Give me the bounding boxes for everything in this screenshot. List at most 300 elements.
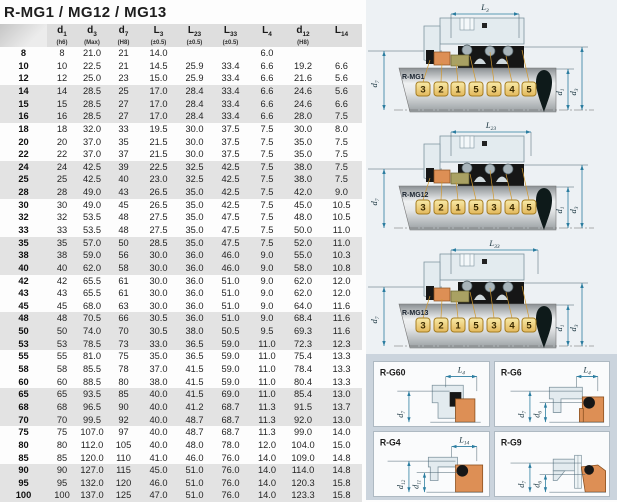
- dim-label-d7: $d_7$: [516, 410, 528, 418]
- value-cell: 7.5: [260, 224, 274, 235]
- svg-text:1: 1: [455, 320, 461, 332]
- value-cell: 123.3: [291, 490, 315, 501]
- dim-label-d1: $d_1$: [554, 206, 566, 214]
- value-cell: 36.0: [185, 288, 204, 299]
- value-cell: 58: [56, 364, 68, 375]
- value-cell: 61: [118, 275, 129, 286]
- dim-label-l4: $L_4$: [457, 365, 465, 377]
- value-cell: 21.5: [149, 149, 168, 160]
- component-badge: [469, 318, 483, 332]
- svg-text:3: 3: [491, 84, 497, 96]
- size-cell: 28: [18, 187, 29, 198]
- seat-detail-cards: [366, 354, 617, 500]
- value-cell: 137.0: [80, 490, 104, 501]
- value-cell: 22.5: [149, 161, 168, 172]
- value-cell: 50: [118, 237, 129, 248]
- value-cell: 14.0: [149, 48, 168, 59]
- size-cell: 35: [18, 237, 29, 248]
- value-cell: 46.0: [149, 477, 168, 488]
- value-cell: 50.5: [221, 326, 240, 337]
- diagram-r-mg12: [366, 118, 617, 236]
- value-cell: 8.0: [335, 123, 348, 134]
- value-cell: 99.5: [82, 414, 102, 425]
- value-cell: 7.5: [260, 161, 274, 172]
- value-cell: 35: [118, 136, 129, 147]
- value-cell: 40.0: [149, 414, 168, 425]
- large-diagrams: [366, 0, 617, 354]
- table-row: [0, 262, 362, 275]
- value-cell: 88.5: [82, 376, 102, 387]
- value-cell: 28.5: [82, 85, 102, 96]
- value-cell: 13.3: [332, 376, 351, 387]
- value-cell: 75: [56, 427, 68, 438]
- value-cell: 47.5: [221, 237, 240, 248]
- value-cell: 85: [118, 389, 129, 400]
- value-cell: 125: [115, 490, 132, 501]
- seat-drawing: [397, 385, 480, 422]
- value-cell: 69.3: [293, 326, 313, 337]
- seal-drawing: [368, 136, 594, 230]
- table-row: [0, 72, 362, 85]
- value-cell: 15.0: [149, 73, 168, 84]
- svg-text:1: 1: [455, 202, 461, 214]
- value-cell: 76.0: [221, 490, 240, 501]
- value-cell: 11.6: [332, 313, 351, 324]
- size-cell: 85: [18, 452, 29, 463]
- value-cell: 75: [118, 351, 129, 362]
- value-cell: 26.5: [149, 199, 168, 210]
- size-cell: 60: [18, 376, 29, 387]
- value-cell: 39: [118, 161, 129, 172]
- value-cell: 30.0: [185, 123, 204, 134]
- svg-text:4: 4: [509, 84, 515, 96]
- value-cell: 14.0: [257, 465, 277, 476]
- value-cell: 21.0: [82, 48, 102, 59]
- table-row: [0, 287, 362, 300]
- value-cell: 43: [56, 288, 68, 299]
- value-cell: 7.5: [335, 174, 348, 185]
- diagram-r-g4: [374, 432, 489, 496]
- value-cell: 30.5: [149, 326, 168, 337]
- table-row: [0, 376, 362, 389]
- value-cell: 78.0: [221, 439, 240, 450]
- value-cell: 40.0: [149, 427, 168, 438]
- value-cell: 27: [118, 111, 129, 122]
- value-cell: 51.0: [221, 313, 240, 324]
- value-cell: 38.0: [293, 161, 313, 172]
- value-cell: 93.5: [82, 389, 102, 400]
- value-cell: 33.4: [221, 111, 240, 122]
- value-cell: 22: [56, 149, 68, 160]
- column-header-L3: $L_3$ (±0.5): [140, 24, 177, 47]
- svg-text:2: 2: [438, 84, 444, 96]
- size-cell: 80: [18, 439, 29, 450]
- value-cell: 59.0: [221, 364, 240, 375]
- value-cell: 68.7: [221, 401, 240, 412]
- table-row: [0, 237, 362, 250]
- value-cell: 78.5: [82, 338, 102, 349]
- size-cell: 30: [18, 199, 29, 210]
- size-cell: 55: [18, 351, 29, 362]
- value-cell: 37.5: [221, 149, 240, 160]
- table-row: [0, 135, 362, 148]
- value-cell: 62.0: [293, 275, 313, 286]
- value-cell: 105: [115, 439, 132, 450]
- value-cell: 28.4: [185, 98, 204, 109]
- value-cell: 36.5: [185, 351, 204, 362]
- value-cell: 9.0: [260, 262, 274, 273]
- component-badge: [434, 200, 448, 214]
- value-cell: 27.5: [149, 212, 168, 223]
- component-badge: [487, 82, 501, 96]
- size-cell: 95: [18, 477, 29, 488]
- component-badge: [522, 82, 536, 96]
- value-cell: 51.0: [221, 288, 240, 299]
- value-cell: 48: [56, 313, 68, 324]
- value-cell: 80.4: [293, 376, 313, 387]
- value-cell: 21.5: [149, 136, 168, 147]
- size-cell: 18: [18, 123, 29, 134]
- table-row: [0, 401, 362, 414]
- value-cell: 53: [56, 338, 68, 349]
- table-row: [0, 249, 362, 262]
- value-cell: 19.2: [293, 60, 313, 71]
- value-cell: 66: [118, 313, 129, 324]
- size-cell: 42: [18, 275, 29, 286]
- value-cell: 49.0: [82, 199, 102, 210]
- component-badge: [416, 200, 430, 214]
- value-cell: 40.0: [149, 439, 168, 450]
- value-cell: 30.0: [293, 123, 313, 134]
- value-cell: 32.0: [82, 123, 102, 134]
- value-cell: 45.0: [293, 199, 313, 210]
- component-badge: [434, 318, 448, 332]
- value-cell: 115: [116, 465, 131, 476]
- value-cell: 46.0: [185, 452, 204, 463]
- size-cell: 32: [18, 212, 29, 223]
- value-cell: 27: [118, 98, 129, 109]
- value-cell: 26.5: [149, 187, 168, 198]
- value-cell: 65: [56, 389, 68, 400]
- value-cell: 28.0: [293, 111, 313, 122]
- value-cell: 35.0: [185, 237, 204, 248]
- value-cell: 33.4: [221, 85, 240, 96]
- model-label: R-G9: [500, 437, 522, 448]
- component-badge: [487, 318, 501, 332]
- value-cell: 9.0: [260, 300, 274, 311]
- table-row: [0, 161, 362, 174]
- table-row: [0, 85, 362, 98]
- size-cell: 53: [18, 338, 29, 349]
- value-cell: 25: [56, 174, 68, 185]
- value-cell: 55.0: [293, 250, 313, 261]
- table-row: [0, 123, 362, 136]
- size-cell: 40: [18, 262, 29, 273]
- value-cell: 58.0: [293, 262, 313, 273]
- value-cell: 30.0: [185, 136, 204, 147]
- value-cell: 107.0: [80, 427, 104, 438]
- table-row: [0, 489, 362, 502]
- value-cell: 37.0: [82, 149, 102, 160]
- dim-label-d3: $d_3$: [568, 324, 580, 332]
- dim-label-d11: $d_{11}$: [411, 479, 423, 489]
- value-cell: 28.5: [82, 98, 102, 109]
- value-cell: 38: [56, 250, 68, 261]
- size-cell: 33: [18, 224, 29, 235]
- value-cell: 6.6: [260, 73, 274, 84]
- value-cell: 35: [56, 237, 68, 248]
- value-cell: 72.3: [293, 338, 313, 349]
- value-cell: 48: [118, 224, 129, 235]
- value-cell: 25: [118, 85, 129, 96]
- value-cell: 24.6: [293, 98, 313, 109]
- value-cell: 78: [118, 364, 129, 375]
- dim-label-d3: $d_3$: [568, 88, 580, 96]
- table-row: [0, 173, 362, 186]
- model-label: R-G6: [500, 367, 522, 378]
- dim-label-l4: $L_4$: [583, 365, 591, 377]
- value-cell: 7.5: [260, 237, 274, 248]
- value-cell: 30.0: [149, 288, 168, 299]
- value-cell: 35.0: [149, 351, 168, 362]
- component-badge: [487, 200, 501, 214]
- table-row: [0, 199, 362, 212]
- dim-label-d7: $d_7$: [369, 80, 381, 88]
- svg-text:5: 5: [473, 320, 479, 332]
- value-cell: 68.4: [293, 313, 313, 324]
- value-cell: 68.7: [221, 427, 240, 438]
- value-cell: 9.0: [260, 288, 274, 299]
- page-title: R-MG1 / MG12 / MG13: [4, 4, 167, 21]
- value-cell: 11.3: [258, 414, 276, 425]
- table-row: [0, 312, 362, 325]
- value-cell: 61: [118, 288, 129, 299]
- value-cell: 11.0: [258, 376, 276, 387]
- value-cell: [177, 47, 212, 60]
- column-header-size: [0, 24, 47, 47]
- seal-drawing: [368, 254, 594, 348]
- model-label: R-G60: [379, 367, 406, 378]
- value-cell: 9.0: [335, 187, 348, 198]
- value-cell: 33: [56, 224, 68, 235]
- value-cell: 32.5: [185, 161, 204, 172]
- size-cell: 90: [18, 465, 29, 476]
- table-row: [0, 388, 362, 401]
- table-row: [0, 211, 362, 224]
- table-row: [0, 148, 362, 161]
- value-cell: 15: [56, 98, 68, 109]
- value-cell: 76.0: [221, 465, 240, 476]
- value-cell: 41.5: [185, 364, 204, 375]
- component-badge: [522, 200, 536, 214]
- value-cell: 110: [116, 452, 131, 463]
- value-cell: 12.3: [332, 338, 351, 349]
- value-cell: 10.5: [332, 199, 351, 210]
- value-cell: 7.5: [260, 136, 274, 147]
- value-cell: 19.5: [149, 123, 168, 134]
- dim-label-d7: $d_7$: [369, 316, 381, 324]
- svg-text:5: 5: [526, 202, 532, 214]
- value-cell: 42.5: [221, 174, 240, 185]
- dim-label-d3: $d_3$: [568, 206, 580, 214]
- value-cell: 52.0: [293, 237, 313, 248]
- size-cell: 38: [18, 250, 29, 261]
- value-cell: 14.0: [257, 490, 277, 501]
- value-cell: 42: [56, 275, 68, 286]
- value-cell: 35.0: [185, 224, 204, 235]
- size-cell: 24: [18, 161, 29, 172]
- value-cell: 38.0: [149, 376, 168, 387]
- value-cell: 6.0: [260, 48, 274, 59]
- component-badge: [416, 318, 430, 332]
- value-cell: 37.5: [221, 123, 240, 134]
- value-cell: 47.0: [149, 490, 168, 501]
- table-row: [0, 363, 362, 376]
- dim-label-d6: $d_6$: [532, 481, 543, 488]
- value-cell: 7.5: [260, 174, 274, 185]
- value-cell: 33: [118, 123, 129, 134]
- value-cell: 99.0: [293, 427, 313, 438]
- value-cell: 36.0: [185, 250, 204, 261]
- diagram-r-mg1: [366, 0, 617, 118]
- value-cell: 12: [56, 73, 68, 84]
- model-label: R-G4: [379, 437, 401, 448]
- value-cell: 10.5: [332, 212, 351, 223]
- value-cell: 80: [118, 376, 129, 387]
- value-cell: 27.5: [149, 224, 168, 235]
- value-cell: 40.0: [149, 401, 168, 412]
- value-cell: 90: [56, 465, 68, 476]
- value-cell: 14.0: [332, 427, 351, 438]
- value-cell: 33.0: [149, 338, 168, 349]
- value-cell: 7.5: [260, 199, 274, 210]
- value-cell: 40.0: [149, 389, 168, 400]
- value-cell: 38.0: [185, 326, 204, 337]
- value-cell: 96.5: [82, 401, 102, 412]
- value-cell: 11.6: [332, 300, 351, 311]
- value-cell: 7.5: [335, 161, 348, 172]
- value-cell: 8: [59, 48, 65, 59]
- value-cell: 17.0: [149, 85, 168, 96]
- value-cell: 120.0: [80, 452, 104, 463]
- size-cell: 20: [18, 136, 29, 147]
- svg-text:3: 3: [491, 320, 497, 332]
- value-cell: 48.0: [185, 439, 204, 450]
- value-cell: 35.0: [185, 212, 204, 223]
- value-cell: 13.0: [332, 389, 351, 400]
- component-badge: [451, 318, 465, 332]
- svg-text:3: 3: [420, 202, 426, 214]
- column-header-d3: $d_3$ (Max): [77, 24, 107, 47]
- value-cell: 7.5: [335, 111, 348, 122]
- value-cell: 92.0: [293, 414, 313, 425]
- value-cell: 55: [56, 351, 68, 362]
- table-row: [0, 110, 362, 123]
- value-cell: 5.6: [335, 73, 348, 84]
- value-cell: 48: [118, 212, 129, 223]
- value-cell: 48.7: [185, 427, 204, 438]
- table-row: [0, 325, 362, 338]
- svg-text:5: 5: [473, 202, 479, 214]
- table-row: [0, 477, 362, 490]
- value-cell: 6.6: [260, 85, 274, 96]
- svg-text:1: 1: [455, 84, 461, 96]
- table-row: [0, 452, 362, 465]
- value-cell: 30.0: [149, 250, 168, 261]
- value-cell: 109.0: [291, 452, 315, 463]
- value-cell: 85.4: [293, 389, 313, 400]
- table-row: [0, 47, 362, 60]
- table-row: [0, 414, 362, 427]
- value-cell: 7.5: [260, 149, 274, 160]
- value-cell: 53.5: [82, 212, 102, 223]
- value-cell: 42.5: [221, 161, 240, 172]
- value-cell: 33.4: [221, 60, 240, 71]
- value-cell: 21: [118, 60, 129, 71]
- value-cell: 51.0: [185, 490, 204, 501]
- value-cell: 69.0: [221, 389, 240, 400]
- value-cell: 45: [56, 300, 68, 311]
- value-cell: 65.5: [82, 275, 102, 286]
- value-cell: 100: [54, 490, 70, 501]
- component-badge: [451, 82, 465, 96]
- value-cell: 76.0: [221, 452, 240, 463]
- value-cell: 30.0: [185, 149, 204, 160]
- diagram-r-g9: [495, 432, 610, 496]
- size-cell: 45: [18, 300, 29, 311]
- dim-label-l14: $L_{14}$: [459, 435, 470, 447]
- value-cell: 42.5: [82, 161, 102, 172]
- value-cell: 42.5: [221, 187, 240, 198]
- value-cell: 33.4: [221, 73, 240, 84]
- value-cell: 35.0: [293, 136, 313, 147]
- table-row: [0, 464, 362, 477]
- table-row: [0, 426, 362, 439]
- value-cell: 46.0: [221, 262, 240, 273]
- svg-text:3: 3: [420, 320, 426, 332]
- value-cell: 62.0: [82, 262, 102, 273]
- value-cell: 11.6: [332, 326, 351, 337]
- value-cell: 36.5: [185, 338, 204, 349]
- value-cell: 14.5: [149, 60, 168, 71]
- value-cell: 70: [118, 326, 129, 337]
- value-cell: 7.5: [260, 212, 274, 223]
- card-r-g6: [494, 361, 611, 427]
- value-cell: 59.0: [221, 351, 240, 362]
- value-cell: 13.7: [332, 401, 351, 412]
- value-cell: 80: [56, 439, 68, 450]
- dim-label-d12: $d_{12}$: [396, 479, 407, 490]
- value-cell: 7.5: [335, 136, 348, 147]
- value-cell: 17.0: [149, 111, 168, 122]
- size-cell: 43: [18, 288, 29, 299]
- dim-label-d6: $d_6$: [532, 410, 543, 418]
- value-cell: 17.0: [149, 98, 168, 109]
- value-cell: 51.0: [185, 477, 204, 488]
- size-cell: 16: [18, 111, 29, 122]
- dim-label-d7: $d_7$: [516, 481, 528, 488]
- svg-text:4: 4: [509, 202, 515, 214]
- value-cell: 40: [56, 262, 68, 273]
- dimension-table: [0, 24, 362, 502]
- value-cell: 81.0: [82, 351, 102, 362]
- value-cell: 12.0: [332, 288, 351, 299]
- table-row: [0, 224, 362, 237]
- value-cell: 65.5: [82, 288, 102, 299]
- value-cell: 37: [118, 149, 129, 160]
- value-cell: 73: [118, 338, 129, 349]
- dim-label-l33: $L_{33}$: [489, 238, 500, 250]
